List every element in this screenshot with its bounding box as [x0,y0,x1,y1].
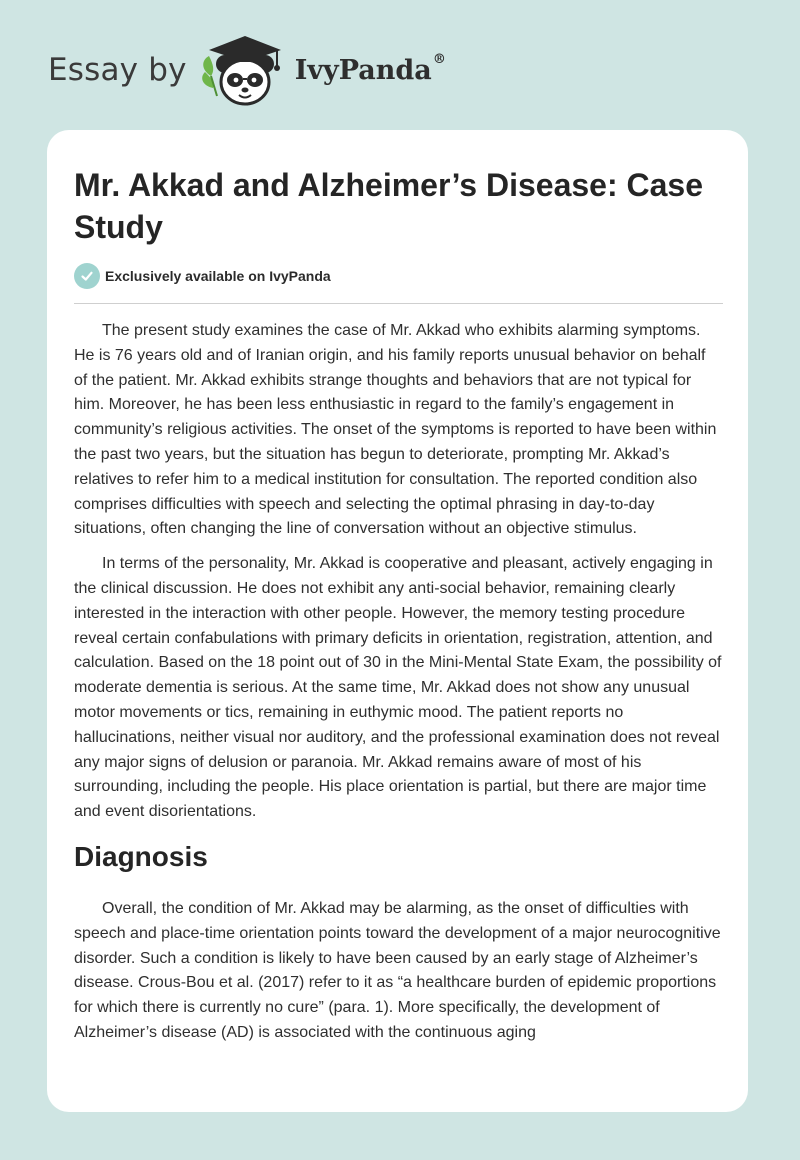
check-icon [74,263,100,289]
paragraph: In terms of the personality, Mr. Akkad is cooperative and pleasant, actively engaging in the clinical discussion. He does not exhibit any anti-social behavior, remaining clearly interested in the interaction with other people. However, the memory testing procedure reveal certain confabulations with primary deficits in orientation, registration, attention, and calculation. Based on the 18 point out of 30 in the Mini-Mental State Exam, the possibility of moderate dementia is serious. At the same time, Mr. Akkad does not show any unusual motor movements or tics, remaining in euthymic mood. The patient reports no hallucinations, neither visual nor auditory, and the professional examination does not reveal any major signs of delusion or paranoia. Mr. Akkad remains aware of most of his surrounding, including the people. His place orientation is partial, but there are major time and event disorientations. [74,555,722,821]
panda-graduate-logo-icon [197,30,289,110]
registered-mark: ® [432,51,446,67]
brand-prefix: Essay by [48,52,187,88]
brand-name-text: IvyPanda [294,54,432,86]
paragraph: The present study examines the case of Mr. Akkad who exhibits alarming symptoms. He is 76 years old and of Iranian origin, and his family reports unusual behavior on behalf of the patient. Mr. Akkad exhibits strange thoughts and behaviors that are not typical for him. Moreover, he has been less enthusiastic in regard to the family’s engagement in community’s religious activities. The onset of the symptoms is reported to have been within the past two years, but the situation has begun to deteriorate, prompting Mr. Akkad’s relatives to refer him to a medical institution for consultation. The reported condition also comprises difficulties with speech and selecting the optimal phrasing in day-to-day situations, often changing the line of conversation without an objective stimulus. [74,322,717,538]
site-brand[interactable] [48,30,446,110]
section-heading: Diagnosis [74,840,208,872]
divider [74,303,723,304]
essay-card [47,130,748,1112]
brand-name [294,51,446,86]
exclusive-label: Exclusively available on IvyPanda [105,268,331,284]
exclusive-badge [74,263,331,289]
paragraph: Overall, the condition of Mr. Akkad may be alarming, as the onset of difficulties with speech and place-time orientation points toward the development of a major neurocognitive disorder. Such a condition is likely to have been caused by an early stage of Alzheimer’s disease. Crous-Bou et al. (2017) refer to it as “a healthcare burden of epidemic proportions for which there is currently no cure” (para. 1). More specifically, the development of Alzheimer’s disease (AD) is associated with the continuous aging [74,899,721,1041]
essay-body [74,319,722,1056]
page-title: Mr. Akkad and Alzheimer’s Disease: Case Study [74,167,704,245]
